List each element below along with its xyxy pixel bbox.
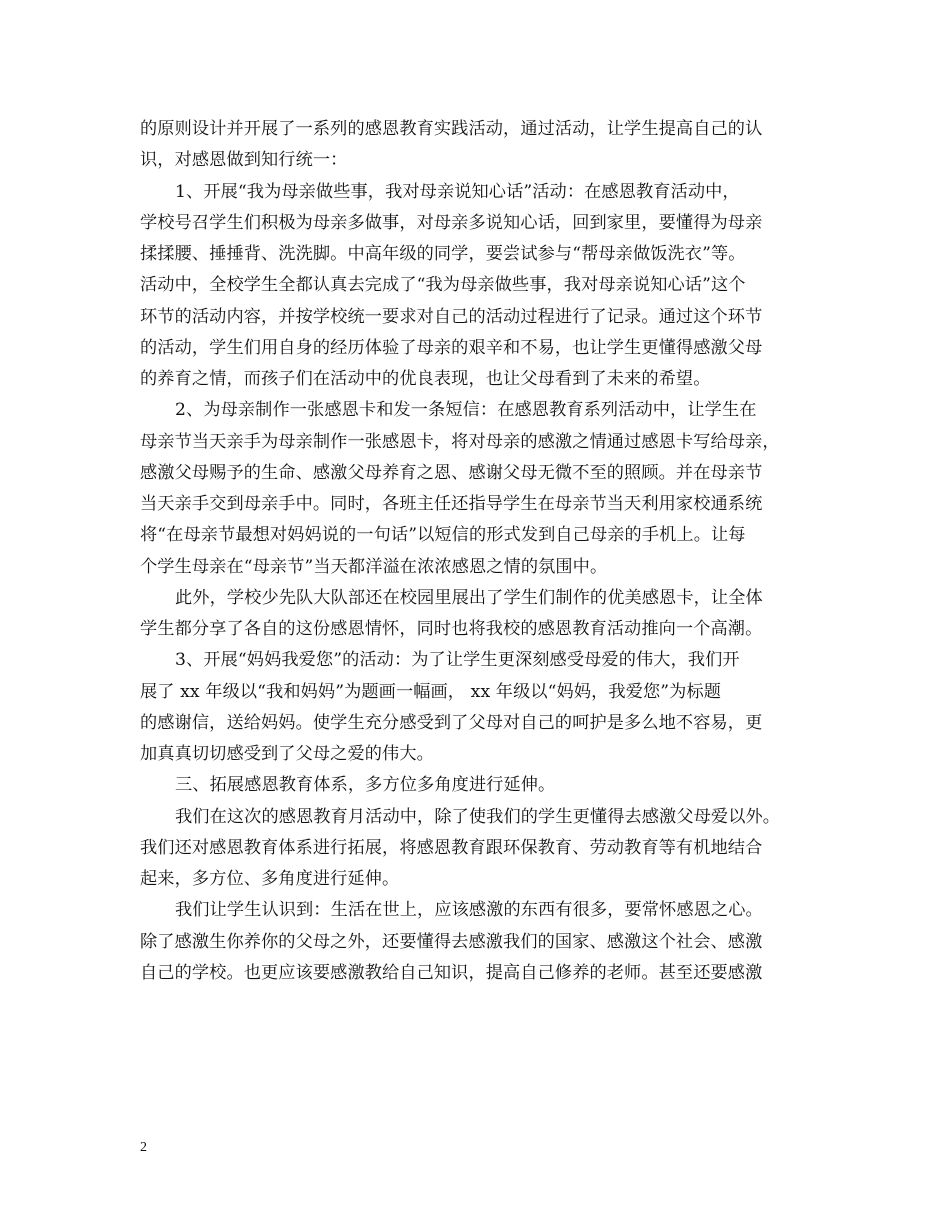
page-number: 2: [140, 1140, 147, 1155]
text-line: 环节的活动内容，并按学校统一要求对自己的活动过程进行了记录。通过这个环节: [140, 306, 763, 327]
text-line: 活动中，全校学生全都认真去完成了“我为母亲做些事，我对母亲说知心话”这个: [140, 275, 746, 296]
text-line: 学生都分享了各自的这份感恩情怀，同时也将我校的感恩教育活动推向一个高潮。: [140, 619, 763, 639]
text-line: 的活动，学生们用自身的经历体验了母亲的艰辛和不易，也让学生更懂得感激父母: [140, 337, 763, 358]
text-line: 的原则设计并开展了一系列的感恩教育实践活动，通过活动，让学生提高自己的认: [140, 119, 763, 139]
text-line: 2、为母亲制作一张感恩卡和发一条短信：在感恩教育系列活动中，让学生在: [175, 400, 757, 421]
document-body: [140, 114, 816, 989]
text-line: 3、开展“妈妈我爱您”的活动：为了让学生更深刻感受母爱的伟大，我们开: [175, 650, 740, 671]
text-line: 当天亲手交到母亲手中。同时，各班主任还指导学生在母亲节当天利用家校通系统: [140, 494, 763, 514]
text-line: 识，对感恩做到知行统一：: [140, 150, 348, 171]
text-line: 我们让学生认识到：生活在世上，应该感激的东西有很多，要常怀感恩之心。: [175, 900, 763, 921]
text-line: 此外，学校少先队大队部还在校园里展出了学生们制作的优美感恩卡，让全体: [175, 587, 763, 608]
text-line: 除了感激生你养你的父母之外，还要懂得去感激我们的国家、感激这个社会、感激: [140, 931, 763, 952]
text-line: 三、拓展感恩教育体系，多方位多角度进行延伸。: [175, 775, 556, 796]
text-line: 的感谢信，送给妈妈。使学生充分感受到了父母对自己的呵护是多么地不容易，更: [140, 712, 763, 733]
text-line: 1、开展“我为母亲做些事，我对母亲说知心话”活动：在感恩教育活动中，: [175, 181, 740, 202]
text-line: 我们在这次的感恩教育月活动中，除了使我们的学生更懂得去感激父母爱以外。: [175, 806, 781, 827]
text-line: 起来，多方位、多角度进行延伸。: [140, 869, 400, 889]
text-line: 加真真切切感受到了父母之爱的伟大。: [140, 744, 434, 764]
text-line: 个学生母亲在“母亲节”当天都洋溢在浓浓感恩之情的氛围中。: [140, 556, 608, 577]
text-line: 我们还对感恩教育体系进行拓展，将感恩教育跟环保教育、劳动教育等有机地结合: [140, 837, 763, 858]
text-line: 自己的学校。也更应该要感激教给自己知识，提高自己修养的老师。甚至还要感激: [140, 962, 763, 983]
text-line: 将“在母亲节最想对妈妈说的一句话”以短信的形式发到自己母亲的手机上。让每: [140, 525, 746, 546]
text-line: 母亲节当天亲手为母亲制作一张感恩卡，将对母亲的感激之情通过感恩卡写给母亲，: [140, 431, 780, 452]
text-line: 揉揉腰、捶捶背、洗洗脚。中高年级的同学，要尝试参与“帮母亲做饭洗衣”等。: [140, 244, 746, 264]
text-line: 展了 xx 年级以“我和妈妈”为题画一幅画， xx 年级以“妈妈，我爱您”为标题: [140, 681, 722, 702]
text-line: 的养育之情，而孩子们在活动中的优良表现，也让父母看到了未来的希望。: [140, 369, 711, 389]
text-line: 感激父母赐予的生命、感激父母养育之恩、感谢父母无微不至的照顾。并在母亲节: [140, 462, 763, 483]
text-line: 学校号召学生们积极为母亲多做事，对母亲多说知心话，回到家里，要懂得为母亲: [140, 212, 763, 233]
